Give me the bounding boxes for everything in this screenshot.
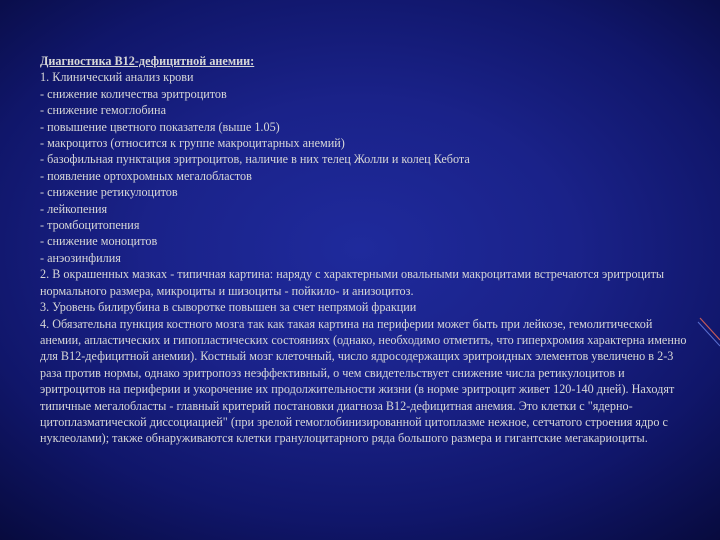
decorative-red-line	[700, 318, 720, 340]
paragraph-bilirubin: 3. Уровень билирубина в сыворотке повышен за счет непрямой фракции	[40, 300, 417, 315]
list-item: - снижение ретикулоцитов	[40, 185, 178, 200]
list-item: - снижение гемоглобина	[40, 103, 166, 118]
paragraph-bone-marrow: 4. Обязательна пункция костного мозга так как такая картина на периферии может быть при лейкозе, гемолитической анемии, апластических и гипопластических состояниях (однако, необходимо отметить, что гиперхромия характерна именно для В12-дефицитной анемии). Костный мозг клеточный, число ядросодержащих эритроидных элементов увеличено в 2-3 раза против нормы, однако эритропоэз неэффективный, о чем свидетельствует снижение числа ретикулоцитов и эритроцитов на периферии и укорочение их продолжительности жизни (в норме эритроцит живет 120-140 дней). Находят типичные мегалобласты - главный критерий постановки диагноза В12-дефицитная анемия. Это клетки с "ядерно-цитоплазматической диссоциацией" (при зрелой гемоглобинизированной цитоплазме нежное, сетчатого строения ядро с нуклеолами); также обнаруживаются клетки гранулоцитарного ряда большого размера и гигантские мегакариоциты.	[40, 316, 687, 446]
list-item: - появление ортохромных мегалобластов	[40, 168, 252, 183]
list-item: - макроцитоз (относится к группе макроцитарных анемий)	[40, 136, 345, 151]
list-item: - тромбоцитопения	[40, 218, 140, 233]
list-item: - повышение цветного показателя (выше 1.05)	[40, 119, 280, 134]
slide-content	[40, 53, 690, 447]
list-item: 1. Клинический анализ крови	[40, 70, 194, 85]
list-item: - снижение моноцитов	[40, 234, 158, 249]
slide-heading: Диагностика В12-дефицитной анемии:	[40, 54, 255, 68]
decorative-blue-line	[698, 322, 720, 346]
list-item: - лейкопения	[40, 201, 108, 216]
list-item: - базофильная пунктация эритроцитов, наличие в них телец Жолли и колец Кебота	[40, 152, 470, 167]
list-item: - анэозинфилия	[40, 250, 121, 265]
paragraph-smear: 2. В окрашенных мазках - типичная картина: наряду с характерными овальными макроцитами встречаются эритроциты нормального размера, микроциты и шизоциты - пойкило- и анизоцитоз.	[40, 267, 665, 298]
list-item: - снижение количества эритроцитов	[40, 86, 227, 101]
